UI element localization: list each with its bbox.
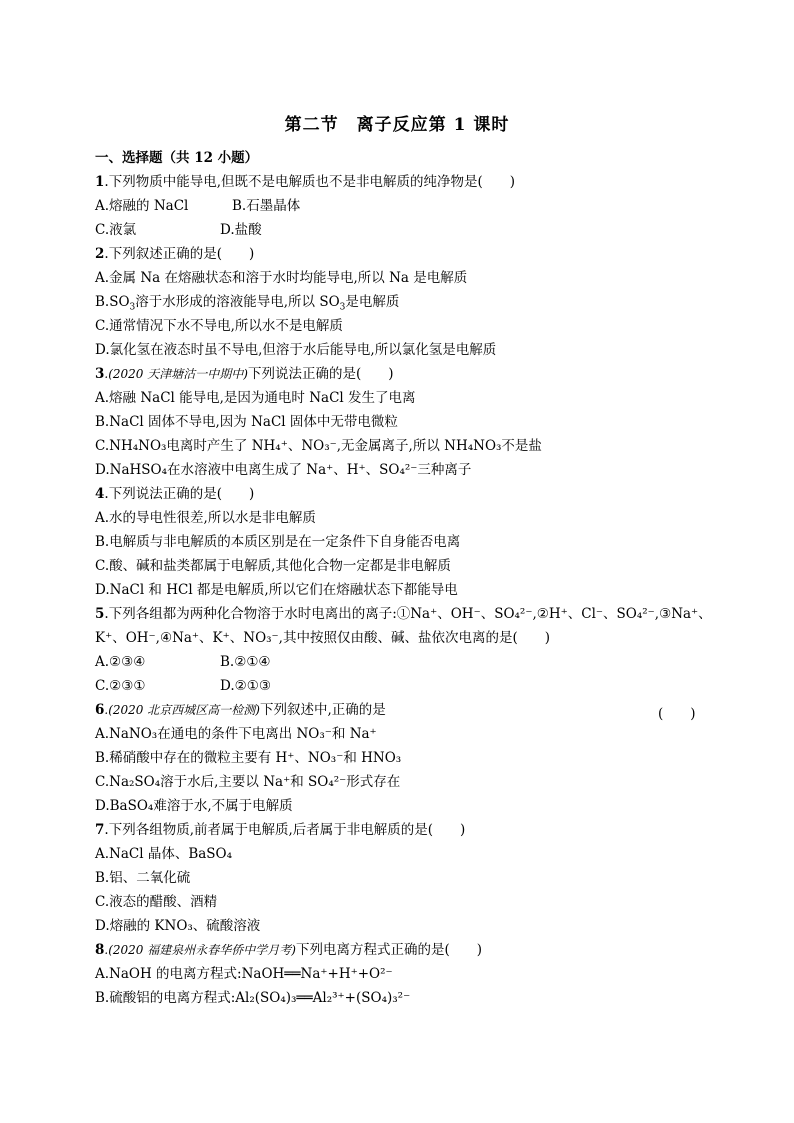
question-4-option-d: D.NaCl 和 HCl 都是电解质,所以它们在熔融状态下都能导电 (95, 582, 458, 598)
option-d: D.盐酸 (220, 222, 262, 238)
question-3-option-a: A.熔融 NaCl 能导电,是因为通电时 NaCl 发生了电离 (95, 390, 416, 406)
question-6-stem: 6.(2020 北京西城区高一检测)下列叙述中,正确的是 (95, 702, 386, 718)
question-6-option-d: D.BaSO₄难溶于水,不属于电解质 (95, 798, 293, 814)
question-8-option-b: B.硫酸铝的电离方程式:Al₂(SO₄)₃══Al₂³⁺+(SO₄)₃²⁻ (95, 990, 411, 1006)
question-1-stem: 1.下列物质中能导电,但既不是电解质也不是非电解质的纯净物是( ) (95, 174, 516, 190)
question-4-stem: 4.下列说法正确的是( ) (95, 486, 255, 502)
option-a: A.②③④ (95, 654, 146, 670)
question-2-option-b: $B.SO_3$溶于水形成的溶液能导电,所以 $SO_3$是电解质 (95, 294, 400, 313)
option-d: D.②①③ (220, 678, 271, 694)
option-a: A.熔融的 NaCl (95, 198, 189, 214)
question-5-options-cd (95, 678, 271, 694)
option-c: C.②③① (95, 678, 146, 694)
question-2-stem: 2.下列叙述正确的是( ) (95, 246, 255, 262)
question-7-option-a: A.NaCl 晶体、BaSO₄ (95, 846, 233, 862)
question-4-option-a: A.水的导电性很差,所以水是非电解质 (95, 510, 316, 526)
question-7-option-b: B.铝、二氧化硫 (95, 870, 191, 886)
question-3-option-d: D.NaHSO₄在水溶液中电离生成了 Na⁺、H⁺、SO₄²⁻三种离子 (95, 462, 472, 478)
question-6-option-b: B.稀硝酸中存在的微粒主要有 H⁺、NO₃⁻和 HNO₃ (95, 750, 402, 766)
question-4-option-c: C.酸、碱和盐类都属于电解质,其他化合物一定都是非电解质 (95, 558, 451, 574)
section-heading: 一、选择题（共 12 小题） (95, 150, 259, 166)
question-3-option-b: B.NaCl 固体不导电,因为 NaCl 固体中无带电微粒 (95, 414, 398, 430)
question-3-stem: 3.(2020 天津塘沽一中期中)下列说法正确的是( ) (95, 366, 394, 382)
question-1-options-ab (95, 198, 301, 214)
question-7-stem: 7.下列各组物质,前者属于电解质,后者属于非电解质的是( ) (95, 822, 466, 838)
question-3-option-c: C.NH₄NO₃电离时产生了 NH₄⁺、NO₃⁻,无金属离子,所以 NH₄NO₃不是盐 (95, 438, 542, 454)
question-4-option-b: B.电解质与非电解质的本质区别是在一定条件下自身能否电离 (95, 534, 461, 550)
question-7-option-d: D.熔融的 KNO₃、硫酸溶液 (95, 918, 261, 934)
question-7-option-c: C.液态的醋酸、酒精 (95, 894, 218, 910)
question-2-option-d: D.氯化氢在液态时虽不导电,但溶于水后能导电,所以氯化氢是电解质 (95, 342, 497, 358)
question-2-option-c: C.通常情况下水不导电,所以水不是电解质 (95, 318, 343, 334)
option-b: B.石墨晶体 (232, 198, 301, 214)
question-5-options-ab (95, 654, 271, 670)
option-c: C.液氯 (95, 222, 137, 238)
question-2-option-a: A.金属 Na 在熔融状态和溶于水时均能导电,所以 Na 是电解质 (95, 270, 468, 286)
question-6-option-c: C.Na₂SO₄溶于水后,主要以 Na⁺和 SO₄²⁻形式存在 (95, 774, 401, 790)
page-title: 第二节 离子反应第 1 课时 (284, 115, 510, 135)
question-5-stem-line-1: 5.下列各组都为两种化合物溶于水时电离出的离子:①Na⁺、OH⁻、SO₄²⁻,②H⁺、Cl⁻、SO₄²⁻,③Na⁺、 (95, 606, 712, 622)
question-5-stem-line-2: K⁺、OH⁻,④Na⁺、K⁺、NO₃⁻,其中按照仅由酸、碱、盐依次电离的是( ) (95, 630, 551, 646)
question-8-stem: 8.(2020 福建泉州永春华侨中学月考)下列电离方程式正确的是( ) (95, 942, 482, 958)
question-6-option-a: A.NaNO₃在通电的条件下电离出 NO₃⁻和 Na⁺ (95, 726, 377, 742)
question-8-option-a: A.NaOH 的电离方程式:NaOH══Na⁺+H⁺+O²⁻ (95, 966, 393, 982)
option-b: B.②①④ (220, 654, 271, 670)
question-6-answer-bracket: ( ) (658, 706, 696, 722)
question-1-options-cd (95, 222, 262, 238)
